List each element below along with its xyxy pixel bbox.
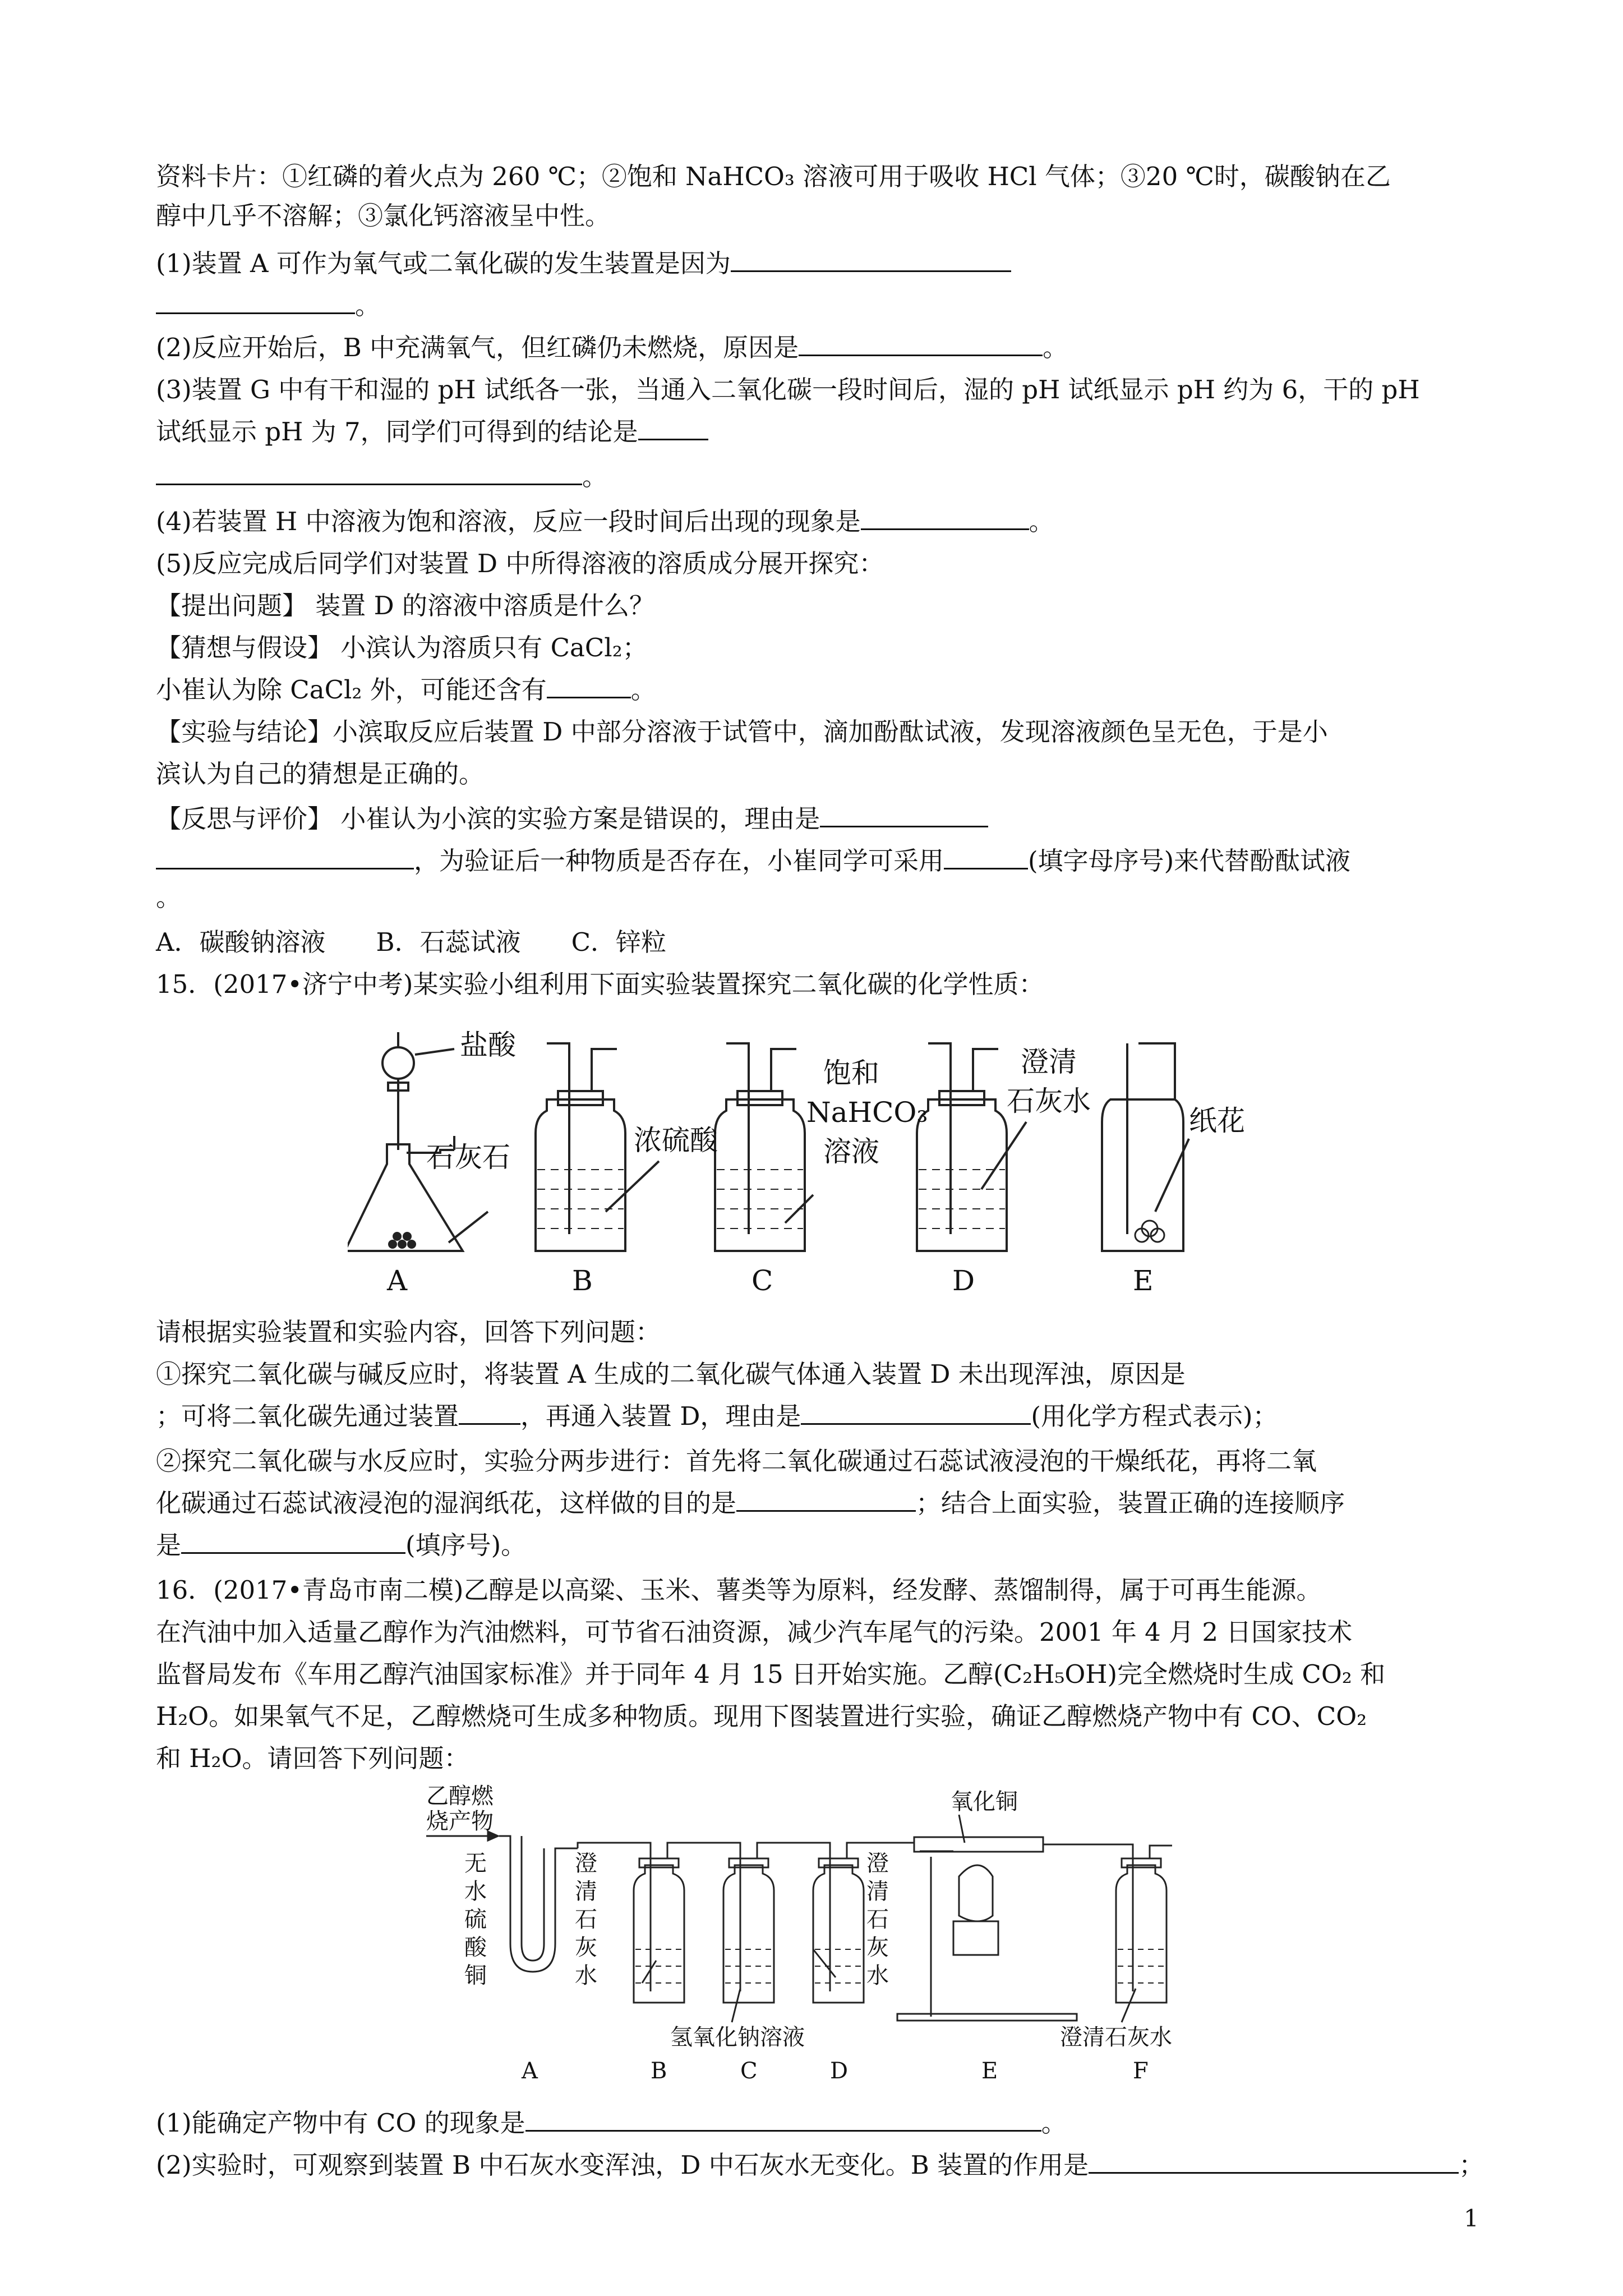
label-lime-d-3: 石 (866, 1907, 889, 1932)
question-4-text: (4)若装置 H 中溶液为饱和溶液，反应一段时间后出现的现象是 (156, 507, 861, 536)
stand-base (897, 2014, 1077, 2021)
label-nahco3-1: 饱和 (823, 1057, 879, 1089)
question-3-cont (156, 460, 1468, 494)
question-16-line-2: 在汽油中加入适量乙醇作为汽油燃料，可节省石油资源，减少汽车尾气的污染。2001 年 4 月 2 日国家技术 (156, 1617, 1353, 1647)
label-nahco3-2: NaHCO₃ (806, 1096, 928, 1129)
reflection-text-2: ，为验证后一种物质是否存在，小崔同学可采用 (414, 846, 944, 876)
question-15-title: 15．(2017•济宁中考)某实验小组利用下面实验装置探究二氧化碳的化学性质： (156, 969, 1044, 999)
question-5-experiment-1: 【实验与结论】小滨取反应后装置 D 中部分溶液于试管中，滴加酚酞试液，发现溶液颜色呈无色，于是小 (156, 717, 1328, 747)
answer-2-end: ； (1459, 2150, 1484, 2180)
question-5-reflection-1 (156, 802, 1468, 836)
question-16-line-3: 监督局发布《车用乙醇汽油国家标准》并于同年 4 月 15 日开始实施。乙醇(C₂H₅OH)完全燃烧时生成 CO₂ 和 (156, 1659, 1386, 1689)
answer-blank[interactable] (156, 461, 582, 485)
page-number: 1 (1464, 2205, 1479, 2232)
label-D: D (830, 2058, 849, 2084)
label-A: A (522, 2058, 538, 2084)
paper-flower-icon (1135, 1221, 1164, 1242)
bottle-d (813, 1865, 864, 2003)
answer-blank[interactable] (736, 1488, 916, 1512)
answer-blank[interactable] (801, 1401, 1031, 1425)
question-5-problem: 【提出问题】 装置 D 的溶液中溶质是什么？ (156, 591, 654, 620)
label-paper-flower: 纸花 (1189, 1105, 1245, 1137)
label-lime-d-2: 清 (866, 1879, 889, 1904)
answer-blank[interactable] (1089, 2150, 1459, 2174)
answer-1-text: (1)能确定产物中有 CO 的现象是 (156, 2108, 525, 2138)
question-1-cont (156, 289, 1468, 323)
part-2-text: 化碳通过石蕊试液浸泡的湿润纸花，这样做的目的是 (156, 1488, 737, 1518)
label-E: E (1133, 1264, 1154, 1297)
part-2-text-2: ；结合上面实验，装置正确的连接顺序 (916, 1488, 1345, 1518)
label-E: E (981, 2058, 998, 2084)
answer-blank[interactable] (181, 1530, 405, 1554)
label-cuo: 氧化铜 (951, 1789, 1018, 1815)
question-5-guess-1: 【猜想与假设】 小滨认为溶质只有 CaCl₂； (156, 633, 648, 662)
label-B: B (572, 1264, 593, 1297)
question-5-reflection-end: 。 (156, 882, 182, 912)
label-products-2: 烧产物 (426, 1809, 494, 1834)
question-2-end: 。 (1043, 333, 1068, 362)
label-lime-d-4: 灰 (866, 1935, 889, 1961)
answer-blank[interactable] (820, 803, 988, 827)
answer-1-end: 。 (1041, 2108, 1067, 2138)
part-1-text: ；可将二氧化碳先通过装置 (156, 1401, 459, 1431)
question-16-answer-1 (156, 2106, 1468, 2140)
question-5-options: A．碳酸钠溶液 B．石蕊试液 C．锌粒 (156, 927, 666, 957)
guess-2-end: 。 (630, 675, 656, 705)
ethanol-apparatus-figure (426, 1781, 1211, 2095)
question-16-answer-2 (156, 2148, 1484, 2182)
question-2-text: (2)反应开始后，B 中充满氧气，但红磷仍未燃烧，原因是 (156, 333, 799, 362)
question-5-intro: (5)反应完成后同学们对装置 D 中所得溶液的溶质成分展开探究： (156, 549, 884, 578)
answer-blank[interactable] (861, 506, 1029, 530)
label-lime-d-1: 澄 (866, 1851, 889, 1876)
bottle-b (634, 1865, 684, 2003)
question-5-reflection-2 (156, 844, 1468, 878)
question-15-part-2-line-3 (156, 1529, 1468, 1562)
question-4-end: 。 (1029, 507, 1054, 536)
info-card-line-2: 醇中几乎不溶解；③氯化钙溶液呈中性。 (156, 201, 611, 231)
answer-blank[interactable] (459, 1401, 520, 1425)
label-lime-b-2: 清 (575, 1879, 597, 1904)
question-1 (156, 247, 1468, 280)
question-4 (156, 505, 1468, 539)
question-3-text: 试纸显示 pH 为 7，同学们可得到的结论是 (156, 417, 638, 447)
label-D: D (952, 1264, 975, 1297)
part-2-text-4: (填序号)。 (405, 1530, 527, 1560)
answer-blank[interactable] (638, 416, 708, 440)
label-cuso4-4: 酸 (464, 1935, 487, 1961)
label-lime-b-3: 石 (575, 1907, 597, 1932)
question-16-line-4: H₂O。如果氧气不足，乙醇燃烧可生成多种物质。现用下图装置进行实验，确证乙醇燃烧产物中有 CO、CO₂ (156, 1701, 1367, 1731)
info-card-line-1: 资料卡片：①红磷的着火点为 260 ℃；②饱和 NaHCO₃ 溶液可用于吸收 HCl 气体；③20 ℃时，碳酸钠在乙 (156, 162, 1391, 191)
question-1-end: 。 (355, 291, 381, 320)
co2-apparatus-figure (348, 1010, 1267, 1301)
answer-blank[interactable] (731, 248, 1011, 272)
label-cuso4-3: 硫 (464, 1907, 487, 1932)
question-3-end: 。 (582, 462, 608, 491)
label-lime-b-4: 灰 (575, 1935, 597, 1961)
question-3-line-1: (3)装置 G 中有干和湿的 pH 试纸各一张，当通入二氧化碳一段时间后，湿的 pH 试纸显示 pH 约为 6，干的 pH (156, 375, 1420, 404)
label-hcl: 盐酸 (460, 1029, 516, 1061)
label-B: B (651, 2058, 667, 2084)
combustion-tube (914, 1837, 1043, 1852)
label-limestone: 石灰石 (426, 1141, 510, 1174)
part-1-text-2: ，再通入装置 D，理由是 (520, 1401, 801, 1431)
answer-blank[interactable] (525, 2108, 1041, 2132)
question-2 (156, 331, 1468, 365)
label-naoh: 氢氧化钠溶液 (670, 2024, 805, 2050)
question-15-prompt: 请根据实验装置和实验内容，回答下列问题： (156, 1317, 661, 1347)
answer-2-text: (2)实验时，可观察到装置 B 中石灰水变浑浊，D 中石灰水无变化。B 装置的作用是 (156, 2150, 1089, 2180)
label-cuso4-5: 铜 (464, 1963, 487, 1989)
label-cuso4-1: 无 (464, 1851, 487, 1876)
reflection-text-3: (填字母序号)来代替酚酞试液 (1028, 846, 1351, 876)
label-limewater-1: 澄清 (1021, 1046, 1077, 1078)
answer-blank[interactable] (799, 332, 1043, 356)
guess-2-text: 小崔认为除 CaCl₂ 外，可能还含有 (156, 675, 547, 705)
funnel-bulb (382, 1047, 414, 1079)
label-lime-d-5: 水 (866, 1963, 889, 1989)
label-lime-b-5: 水 (575, 1963, 597, 1989)
question-15-part-2-line-1: ②探究二氧化碳与水反应时，实验分两步进行：首先将二氧化碳通过石蕊试液浸泡的干燥纸花，再将二氧 (156, 1446, 1317, 1476)
label-lime-b-1: 澄 (575, 1851, 597, 1876)
question-15-part-2-line-2 (156, 1487, 1468, 1520)
question-3-line-2 (156, 415, 1468, 449)
label-products-1: 乙醇燃 (426, 1783, 494, 1809)
burner (959, 1865, 993, 1921)
label-A: A (387, 1264, 408, 1297)
question-15-part-1-line-2 (156, 1400, 1468, 1433)
question-5-experiment-2: 滨认为自己的猜想是正确的。 (156, 759, 485, 789)
label-cuso4-2: 水 (464, 1879, 487, 1904)
answer-blank[interactable] (156, 290, 355, 314)
limestone-pellets (388, 1232, 416, 1249)
label-limewater-2: 石灰水 (1007, 1085, 1091, 1117)
question-15-part-1-line-1: ①探究二氧化碳与碱反应时，将装置 A 生成的二氧化碳气体通入装置 D 未出现浑浊，原因是 (156, 1359, 1186, 1389)
answer-blank[interactable] (547, 674, 631, 698)
answer-blank[interactable] (944, 845, 1028, 869)
bottle-c (723, 1865, 774, 2003)
part-1-text-3: (用化学方程式表示)； (1031, 1401, 1278, 1431)
label-C: C (740, 2058, 758, 2084)
question-16-line-1: 16．(2017•青岛市南二模)乙醇是以高粱、玉米、薯类等为原料，经发酵、蒸馏制得，属于可再生能源。 (156, 1575, 1322, 1605)
label-h2so4: 浓硫酸 (634, 1124, 718, 1157)
question-1-text: (1)装置 A 可作为氧气或二氧化碳的发生装置是因为 (156, 249, 731, 278)
reflection-text: 【反思与评价】 小崔认为小滨的实验方案是错误的，理由是 (156, 804, 820, 834)
question-5-guess-2 (156, 673, 1468, 707)
part-2-text-3: 是 (156, 1530, 182, 1560)
answer-blank[interactable] (156, 845, 414, 869)
label-lime-f: 澄清石灰水 (1060, 2024, 1172, 2050)
label-nahco3-3: 溶液 (823, 1135, 879, 1168)
label-C: C (751, 1264, 773, 1297)
bottle-f (1116, 1865, 1166, 2003)
question-16-line-5: 和 H₂O。请回答下列问题： (156, 1743, 469, 1773)
label-F: F (1133, 2058, 1149, 2084)
